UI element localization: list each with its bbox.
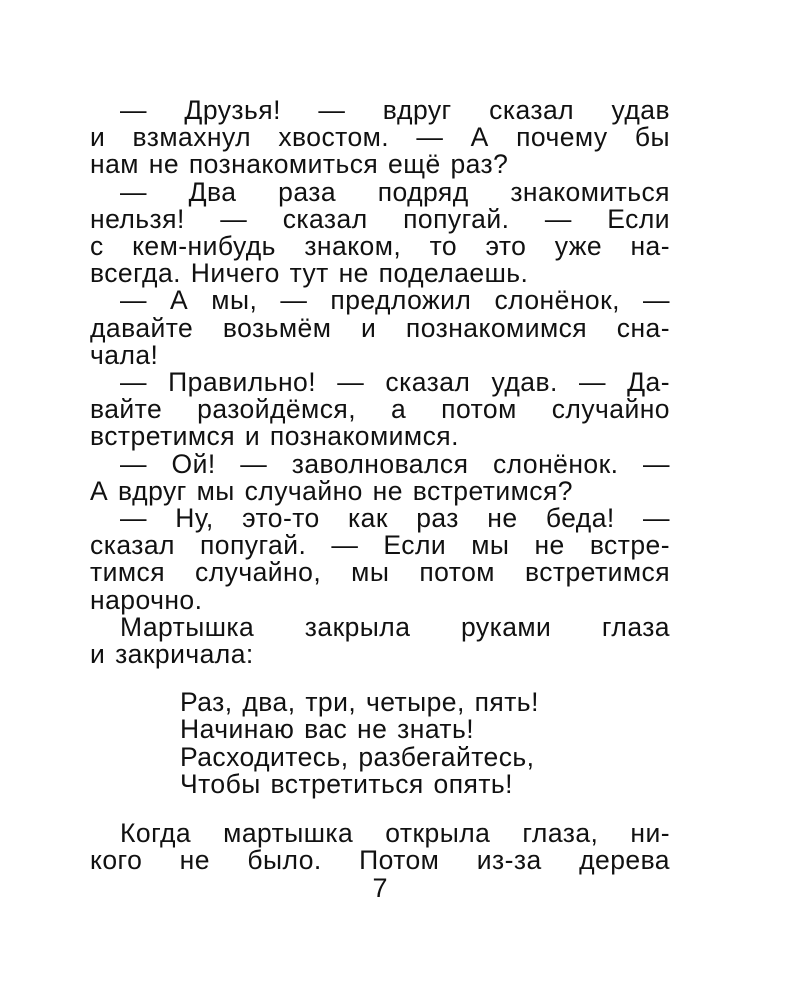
- text-line: — А мы, — предложил слонёнок, —: [120, 285, 670, 316]
- text-line: тимся случайно, мы потом встретимся: [90, 557, 670, 588]
- paragraph: [90, 369, 670, 451]
- paragraph: [90, 820, 670, 874]
- paragraph: [90, 97, 670, 179]
- page-number: 7: [372, 873, 388, 903]
- text-line: Когда мартышка открыла глаза, ни-: [120, 818, 670, 849]
- text-line: встретимся и познакомимся.: [90, 421, 459, 452]
- text-line: кого не было. Потом из-за дерева: [90, 845, 670, 876]
- main-text: [90, 97, 670, 874]
- text-line: Мартышка закрыла руками глаза: [120, 611, 670, 642]
- paragraph: [90, 448, 670, 506]
- text-line: А вдруг мы случайно не встретимся?: [90, 475, 573, 506]
- text-line: вайте разойдёмся, а потом случайно: [90, 394, 670, 425]
- poem: [180, 689, 670, 798]
- text-line: нельзя! — сказал попугай. — Если: [90, 203, 670, 234]
- text-line: — Ой! — заволновался слонёнок. —: [120, 448, 670, 479]
- poem-line: Раз, два, три, четыре, пять!: [180, 687, 539, 718]
- paragraph: [90, 611, 670, 670]
- poem-line: Чтобы встретиться опять!: [180, 768, 513, 799]
- paragraph: [90, 176, 670, 289]
- text-line: — Правильно! — сказал удав. — Да-: [120, 367, 670, 398]
- text-line: нарочно.: [90, 584, 203, 615]
- poem-line: Расходитесь, разбегайтесь,: [180, 741, 535, 772]
- text-line: всегда. Ничего тут не поделаешь.: [90, 258, 529, 289]
- text-line: — Ну, это-то как раз не беда! —: [120, 503, 670, 534]
- text-line: сказал попугай. — Если мы не встре-: [90, 530, 670, 561]
- text-line: давайте возьмём и познакомимся сна-: [90, 312, 670, 343]
- poem-line: Начинаю вас не знать!: [180, 714, 475, 745]
- text-line: с кем-нибудь знаком, то это уже на-: [90, 231, 670, 262]
- paragraph: [90, 505, 670, 614]
- text-line: — Два раза подряд знакомиться: [120, 176, 670, 207]
- text-line: нам не познакомиться ещё раз?: [90, 149, 509, 180]
- text-line: и закричала:: [90, 639, 254, 670]
- paragraph: [90, 287, 670, 369]
- text-line: и взмахнул хвостом. — А почему бы: [90, 122, 670, 153]
- text-line: чала!: [90, 339, 159, 370]
- text-line: — Друзья! — вдруг сказал удав: [120, 95, 670, 125]
